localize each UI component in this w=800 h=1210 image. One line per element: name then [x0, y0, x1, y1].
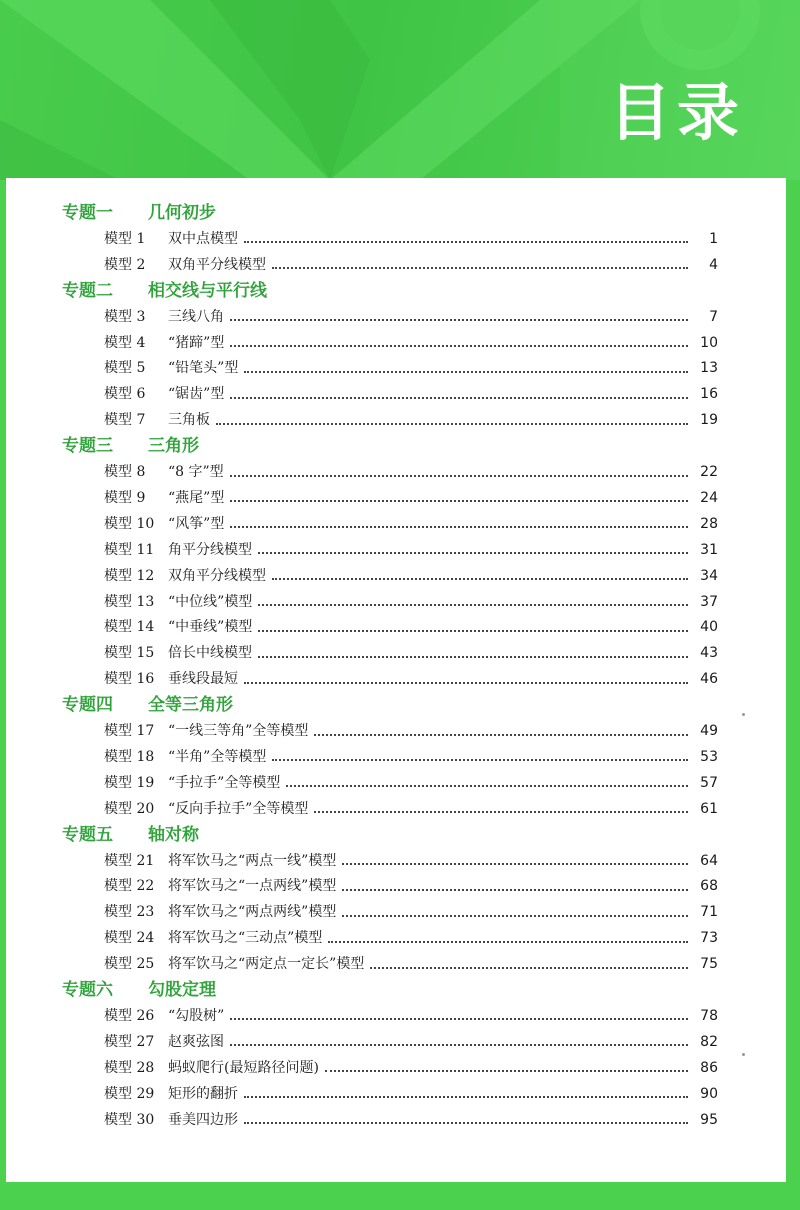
- model-label: 模型 7: [104, 412, 146, 429]
- dot-leader: [244, 240, 688, 243]
- model-title: 蚂蚁爬行(最短路径问题): [168, 1059, 319, 1076]
- toc-entry[interactable]: [104, 459, 718, 485]
- dot-leader: [230, 1043, 688, 1046]
- page-number: 31: [700, 541, 718, 558]
- toc-entry[interactable]: [104, 1003, 718, 1029]
- page-number: 75: [700, 956, 718, 973]
- model-label: 模型 30: [104, 1111, 155, 1128]
- section-title: [62, 200, 216, 226]
- page-number: 16: [700, 386, 718, 403]
- model-label: 模型 6: [104, 386, 146, 403]
- dot-leader: [272, 266, 688, 269]
- model-label: 模型 27: [104, 1033, 155, 1050]
- model-label: 模型 21: [104, 852, 155, 869]
- section-topic: 专题六: [62, 980, 113, 1000]
- section-title: [62, 278, 267, 304]
- page-number: 22: [700, 464, 718, 480]
- dot-leader: [244, 370, 688, 373]
- section-name: 三角形: [148, 436, 199, 457]
- page-number: 86: [700, 1059, 718, 1076]
- section-title: [62, 692, 233, 718]
- toc-entry[interactable]: [104, 640, 718, 666]
- model-label: 模型 15: [104, 645, 155, 662]
- toc-entry[interactable]: [104, 1081, 718, 1107]
- page-number: 64: [700, 852, 718, 869]
- page-number: 68: [700, 878, 718, 895]
- section-title: [62, 822, 199, 848]
- dot-leader: [230, 474, 688, 477]
- page-number: 40: [700, 619, 718, 636]
- dot-leader: [272, 577, 688, 580]
- model-title: “一线三等角”全等模型: [168, 723, 309, 739]
- model-label: 模型 18: [104, 748, 155, 765]
- page-number: 43: [700, 645, 718, 662]
- dot-leader: [328, 940, 688, 943]
- page-number: 24: [700, 489, 718, 506]
- page-number: 49: [700, 723, 718, 739]
- toc-entry[interactable]: [104, 666, 718, 692]
- section-topic: 专题二: [62, 280, 113, 301]
- model-label: 模型 8: [104, 464, 146, 480]
- toc-entry[interactable]: [104, 330, 718, 356]
- section-heading: [0, 200, 800, 226]
- model-title: 双角平分线模型: [168, 567, 266, 584]
- toc-entry[interactable]: [104, 614, 718, 640]
- model-title: 三角板: [168, 412, 210, 429]
- dot-leader: [370, 966, 688, 969]
- model-label: 模型 20: [104, 800, 155, 817]
- model-title: 赵爽弦图: [168, 1033, 224, 1050]
- toc-entry[interactable]: [104, 252, 718, 278]
- dot-leader: [230, 525, 688, 528]
- model-title: 双角平分线模型: [168, 256, 266, 273]
- dot-leader: [258, 603, 688, 606]
- toc-entry[interactable]: [104, 589, 718, 615]
- model-title: “反向手拉手”全等模型: [168, 800, 309, 817]
- toc-entry[interactable]: [104, 355, 718, 381]
- dot-leader: [314, 733, 688, 736]
- toc-entry[interactable]: [104, 1029, 718, 1055]
- dot-leader: [325, 1069, 688, 1072]
- model-title: 将军饮马之“三动点”模型: [168, 930, 323, 947]
- section-name: 轴对称: [148, 824, 199, 845]
- dot-leader: [258, 629, 688, 632]
- model-label: 模型 29: [104, 1085, 155, 1102]
- page-number: 61: [700, 800, 718, 817]
- page-number: 57: [700, 774, 718, 791]
- toc-entry[interactable]: [104, 1055, 718, 1081]
- page-number: 1: [709, 230, 718, 247]
- section-topic: 专题一: [62, 203, 113, 223]
- page-number: 28: [700, 515, 718, 532]
- model-title: “8 字”型: [168, 464, 224, 480]
- model-label: 模型 12: [104, 567, 155, 584]
- toc-entry[interactable]: [104, 407, 718, 433]
- dot-leader: [342, 862, 688, 865]
- model-title: 将军饮马之“两点一线”模型: [168, 852, 337, 869]
- section-topic: 专题三: [62, 436, 113, 457]
- toc-entry[interactable]: [104, 899, 718, 925]
- model-label: 模型 14: [104, 619, 155, 636]
- toc-entry[interactable]: [104, 304, 718, 330]
- dot-leader: [230, 499, 688, 502]
- dot-leader: [230, 396, 688, 399]
- model-label: 模型 26: [104, 1007, 155, 1024]
- section-heading: [0, 822, 800, 848]
- toc-entry[interactable]: [104, 226, 718, 252]
- page-number: 90: [700, 1085, 718, 1102]
- stray-dot: [742, 713, 745, 716]
- toc-entry[interactable]: [104, 1107, 718, 1133]
- toc-entry[interactable]: [104, 511, 718, 537]
- stray-dot: [742, 1053, 745, 1056]
- model-title: “勾股树”: [168, 1007, 225, 1024]
- model-label: 模型 25: [104, 956, 155, 973]
- model-title: 双中点模型: [168, 230, 238, 247]
- model-label: 模型 24: [104, 930, 155, 947]
- page-number: 95: [700, 1111, 718, 1128]
- dot-leader: [244, 1095, 688, 1098]
- dot-leader: [342, 888, 688, 891]
- toc-entry[interactable]: [104, 381, 718, 407]
- dot-leader: [258, 655, 688, 658]
- dot-leader: [230, 318, 688, 321]
- section-name: 几何初步: [148, 203, 216, 223]
- dot-leader: [258, 551, 688, 554]
- toc-entry[interactable]: [104, 848, 718, 874]
- model-title: “中垂线”模型: [168, 619, 253, 636]
- dot-leader: [216, 422, 688, 425]
- model-label: 模型 13: [104, 593, 155, 610]
- toc-entry[interactable]: [104, 485, 718, 511]
- toc-entry[interactable]: [104, 744, 718, 770]
- model-title: 垂线段最短: [168, 671, 238, 688]
- page-number: 37: [700, 593, 718, 610]
- dot-leader: [244, 1121, 688, 1124]
- model-label: 模型 9: [104, 489, 146, 506]
- toc-entry[interactable]: [104, 770, 718, 796]
- section-heading: [0, 433, 800, 459]
- dot-leader: [230, 1017, 688, 1020]
- section-name: 勾股定理: [148, 980, 216, 1000]
- model-title: “风筝”型: [168, 515, 225, 532]
- page-number: 34: [700, 567, 718, 584]
- model-label: 模型 2: [104, 256, 146, 273]
- toc-entry[interactable]: [104, 718, 718, 744]
- model-label: 模型 4: [104, 334, 146, 351]
- model-title: 角平分线模型: [168, 541, 252, 558]
- dot-leader: [272, 758, 688, 761]
- section-heading: [0, 977, 800, 1003]
- dot-leader: [244, 681, 688, 684]
- model-label: 模型 19: [104, 774, 155, 791]
- model-title: “猪蹄”型: [168, 334, 225, 351]
- model-label: 模型 17: [104, 723, 155, 739]
- toc-entry[interactable]: [104, 537, 718, 563]
- dot-leader: [314, 810, 688, 813]
- header-banner: [0, 0, 800, 180]
- toc-entry[interactable]: [104, 925, 718, 951]
- section-topic: 专题四: [62, 695, 113, 716]
- page-number: 73: [700, 930, 718, 947]
- dot-leader: [230, 344, 688, 347]
- dot-leader: [286, 784, 688, 787]
- model-label: 模型 23: [104, 904, 155, 921]
- model-title: 将军饮马之“两点两线”模型: [168, 904, 337, 921]
- model-title: 矩形的翻折: [168, 1085, 238, 1102]
- toc-entry[interactable]: [104, 796, 718, 822]
- page-number: 10: [700, 334, 718, 351]
- model-title: “锯齿”型: [168, 386, 225, 403]
- model-label: 模型 1: [104, 230, 146, 247]
- page-number: 13: [700, 360, 718, 377]
- bottom-band: [0, 1182, 800, 1210]
- model-label: 模型 16: [104, 671, 155, 688]
- model-title: “手拉手”全等模型: [168, 774, 281, 791]
- section-title: [62, 433, 199, 459]
- toc-entry[interactable]: [104, 873, 718, 899]
- page-number: 82: [700, 1033, 718, 1050]
- page-number: 4: [709, 256, 718, 273]
- section-heading: [0, 692, 800, 718]
- section-topic: 专题五: [62, 824, 113, 845]
- model-title: “半角”全等模型: [168, 748, 267, 765]
- model-label: 模型 11: [104, 541, 155, 558]
- toc-entry[interactable]: [104, 563, 718, 589]
- model-title: “燕尾”型: [168, 489, 225, 506]
- page-number: 7: [709, 308, 718, 325]
- dot-leader: [342, 914, 688, 917]
- section-heading: [0, 278, 800, 304]
- model-title: “中位线”模型: [168, 593, 253, 610]
- toc-entry[interactable]: [104, 951, 718, 977]
- section-name: 全等三角形: [148, 695, 233, 716]
- model-label: 模型 10: [104, 515, 155, 532]
- page-title: 目录: [608, 76, 745, 149]
- page-number: 71: [700, 904, 718, 921]
- page-number: 78: [700, 1007, 718, 1024]
- model-label: 模型 22: [104, 878, 155, 895]
- model-label: 模型 5: [104, 360, 146, 377]
- model-title: 将军饮马之“一点两线”模型: [168, 878, 337, 895]
- model-title: “铅笔头”型: [168, 360, 239, 377]
- section-name: 相交线与平行线: [148, 280, 267, 301]
- page-number: 53: [700, 748, 718, 765]
- model-label: 模型 3: [104, 308, 146, 325]
- model-title: 将军饮马之“两定点一定长”模型: [168, 956, 365, 973]
- model-title: 三线八角: [168, 308, 224, 325]
- section-title: [62, 977, 216, 1003]
- model-label: 模型 28: [104, 1059, 155, 1076]
- page-number: 19: [700, 412, 718, 429]
- model-title: 垂美四边形: [168, 1111, 238, 1128]
- page-number: 46: [700, 671, 718, 688]
- model-title: 倍长中线模型: [168, 645, 252, 662]
